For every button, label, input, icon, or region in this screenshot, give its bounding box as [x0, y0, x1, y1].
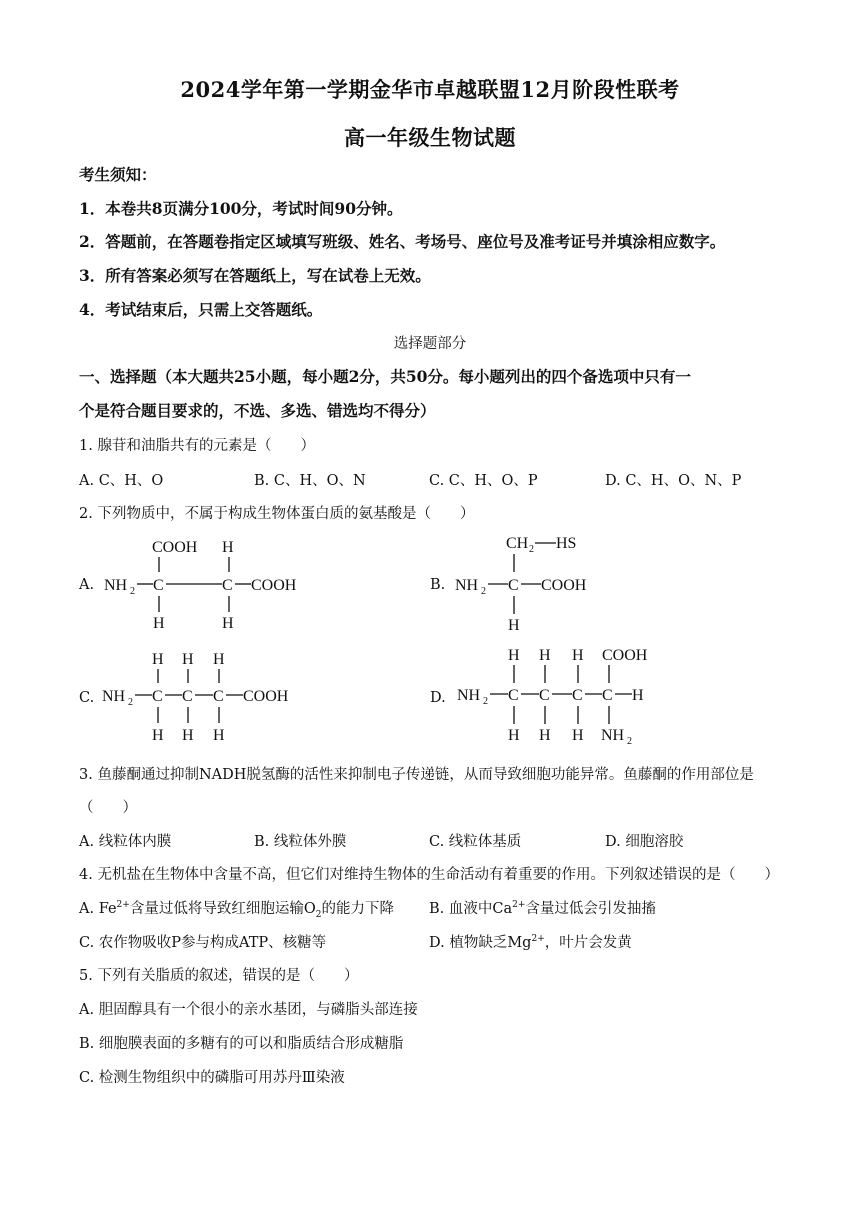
q5-option-a: A. 胆固醇具有一个很小的亲水基团，与磷脂头部连接 [79, 1002, 418, 1018]
atom-label: H [152, 727, 164, 744]
q4-stem: 4. 无机盐在生物体中含量不高，但它们对维持生物体的生命活动有着重要的作用。下列叙述错误的是（ ） [79, 867, 779, 883]
atom-label: C [508, 577, 519, 594]
atom-label: H [572, 727, 584, 744]
atom-label: H [222, 615, 234, 632]
exam-title-line1: 2024学年第一学期金华市卓越联盟12月阶段性联考 [180, 77, 680, 102]
q5-option-b: B. 细胞膜表面的多糖有的可以和脂质结合形成糖脂 [79, 1036, 404, 1052]
atom-label: H [508, 647, 520, 664]
structure-b [455, 535, 587, 634]
q3-option-d: D. 细胞溶胶 [605, 834, 684, 850]
atom-label: 2 [481, 586, 486, 597]
atom-label: H [153, 615, 165, 632]
q2-label-a: A. [79, 577, 95, 593]
q5-stem: 5. 下列有关脂质的叙述，错误的是（ ） [79, 968, 359, 984]
q3-stem-line2: （ ） [79, 800, 137, 816]
atom-label: COOH [541, 577, 587, 594]
atom-label: NH [601, 727, 625, 744]
atom-label: H [508, 617, 520, 634]
structure-c [102, 651, 289, 744]
atom-label: C [539, 687, 550, 704]
atom-label: C [572, 687, 583, 704]
exam-title-line2: 高一年级生物试题 [344, 125, 516, 150]
atom-label: 2 [128, 697, 133, 708]
q1-option-d: D. C、H、O、N、P [605, 473, 742, 489]
atom-label: COOH [243, 688, 289, 705]
atom-label: C [152, 688, 163, 705]
notice-heading: 考生须知： [79, 165, 157, 184]
q1-option-b: B. C、H、O、N [254, 473, 366, 489]
atom-label: H [182, 651, 194, 668]
atom-label: C [508, 687, 519, 704]
structure-a [104, 539, 297, 632]
atom-label: C [153, 577, 164, 594]
atom-label: C [213, 688, 224, 705]
atom-label: H [508, 727, 520, 744]
atom-label: COOH [152, 539, 198, 556]
atom-label: H [572, 647, 584, 664]
q1-option-c: C. C、H、O、P [429, 473, 538, 489]
section-instructions-line2: 个是符合题目要求的，不选、多选、错选均不得分） [79, 401, 436, 420]
q2-stem: 2. 下列物质中，不属于构成生物体蛋白质的氨基酸是（ ） [79, 506, 475, 522]
q1-option-a: A. C、H、O [79, 473, 164, 489]
atom-label: H [213, 727, 225, 744]
structure-d [457, 647, 648, 747]
atom-label: CH [506, 535, 529, 552]
atom-label: C [222, 577, 233, 594]
notice-item-4: 4．考试结束后，只需上交答题纸。 [79, 300, 323, 319]
atom-label: C [602, 687, 613, 704]
atom-label: NH [102, 688, 126, 705]
atom-label: COOH [251, 577, 297, 594]
q3-option-c: C. 线粒体基质 [429, 834, 522, 850]
atom-label: H [152, 651, 164, 668]
atom-label: HS [556, 535, 577, 552]
atom-label: H [539, 727, 551, 744]
atom-label: H [222, 539, 234, 556]
atom-label: 2 [627, 736, 632, 747]
q1-stem: 1. 腺苷和油脂共有的元素是（ ） [79, 438, 315, 454]
q5-option-c: C. 检测生物组织中的磷脂可用苏丹Ⅲ染液 [79, 1070, 345, 1086]
q3-option-a: A. 线粒体内膜 [79, 834, 172, 850]
notice-item-1: 1．本卷共8页满分100分，考试时间90分钟。 [79, 199, 403, 218]
q2-label-b: B. [430, 577, 446, 593]
atom-label: NH [104, 577, 128, 594]
q2-label-d: D. [430, 690, 446, 706]
q4-option-d: D. 植物缺乏$Mg^{2+}$，叶片会发黄 [429, 934, 632, 951]
atom-label: COOH [602, 647, 648, 664]
atom-label: C [182, 688, 193, 705]
q2-label-c: C. [79, 690, 95, 706]
q3-stem-line1: 3. 鱼藤酮通过抑制NADH脱氢酶的活性来抑制电子传递链，从而导致细胞功能异常。鱼藤酮的作用部位是 [79, 767, 754, 783]
atom-label: H [213, 651, 225, 668]
q4-option-a: A. $Fe^{2+}$含量过低将导致红细胞运输$O_2$的能力下降 [79, 900, 394, 920]
atom-label: NH [455, 577, 479, 594]
atom-label: 2 [483, 696, 488, 707]
atom-label: H [632, 687, 644, 704]
atom-label: H [539, 647, 551, 664]
atom-label: H [182, 727, 194, 744]
q3-option-b: B. 线粒体外膜 [254, 834, 347, 850]
notice-item-3: 3．所有答案必须写在答题纸上，写在试卷上无效。 [79, 266, 431, 285]
section-instructions-line1: 一、选择题（本大题共25小题，每小题2分，共50分。每小题列出的四个备选项中只有一 [79, 367, 691, 386]
q4-option-c: C. 农作物吸收P参与构成ATP、核糖等 [79, 935, 327, 951]
q4-option-b: B. 血液中$Ca^{2+}$含量过低会引发抽搐 [429, 900, 656, 917]
atom-label: 2 [529, 544, 534, 555]
atom-label: 2 [130, 586, 135, 597]
atom-label: NH [457, 687, 481, 704]
section-title: 选择题部分 [393, 336, 467, 352]
notice-item-2: 2．答题前，在答题卷指定区域填写班级、姓名、考场号、座位号及准考证号并填涂相应数字。 [79, 232, 726, 251]
